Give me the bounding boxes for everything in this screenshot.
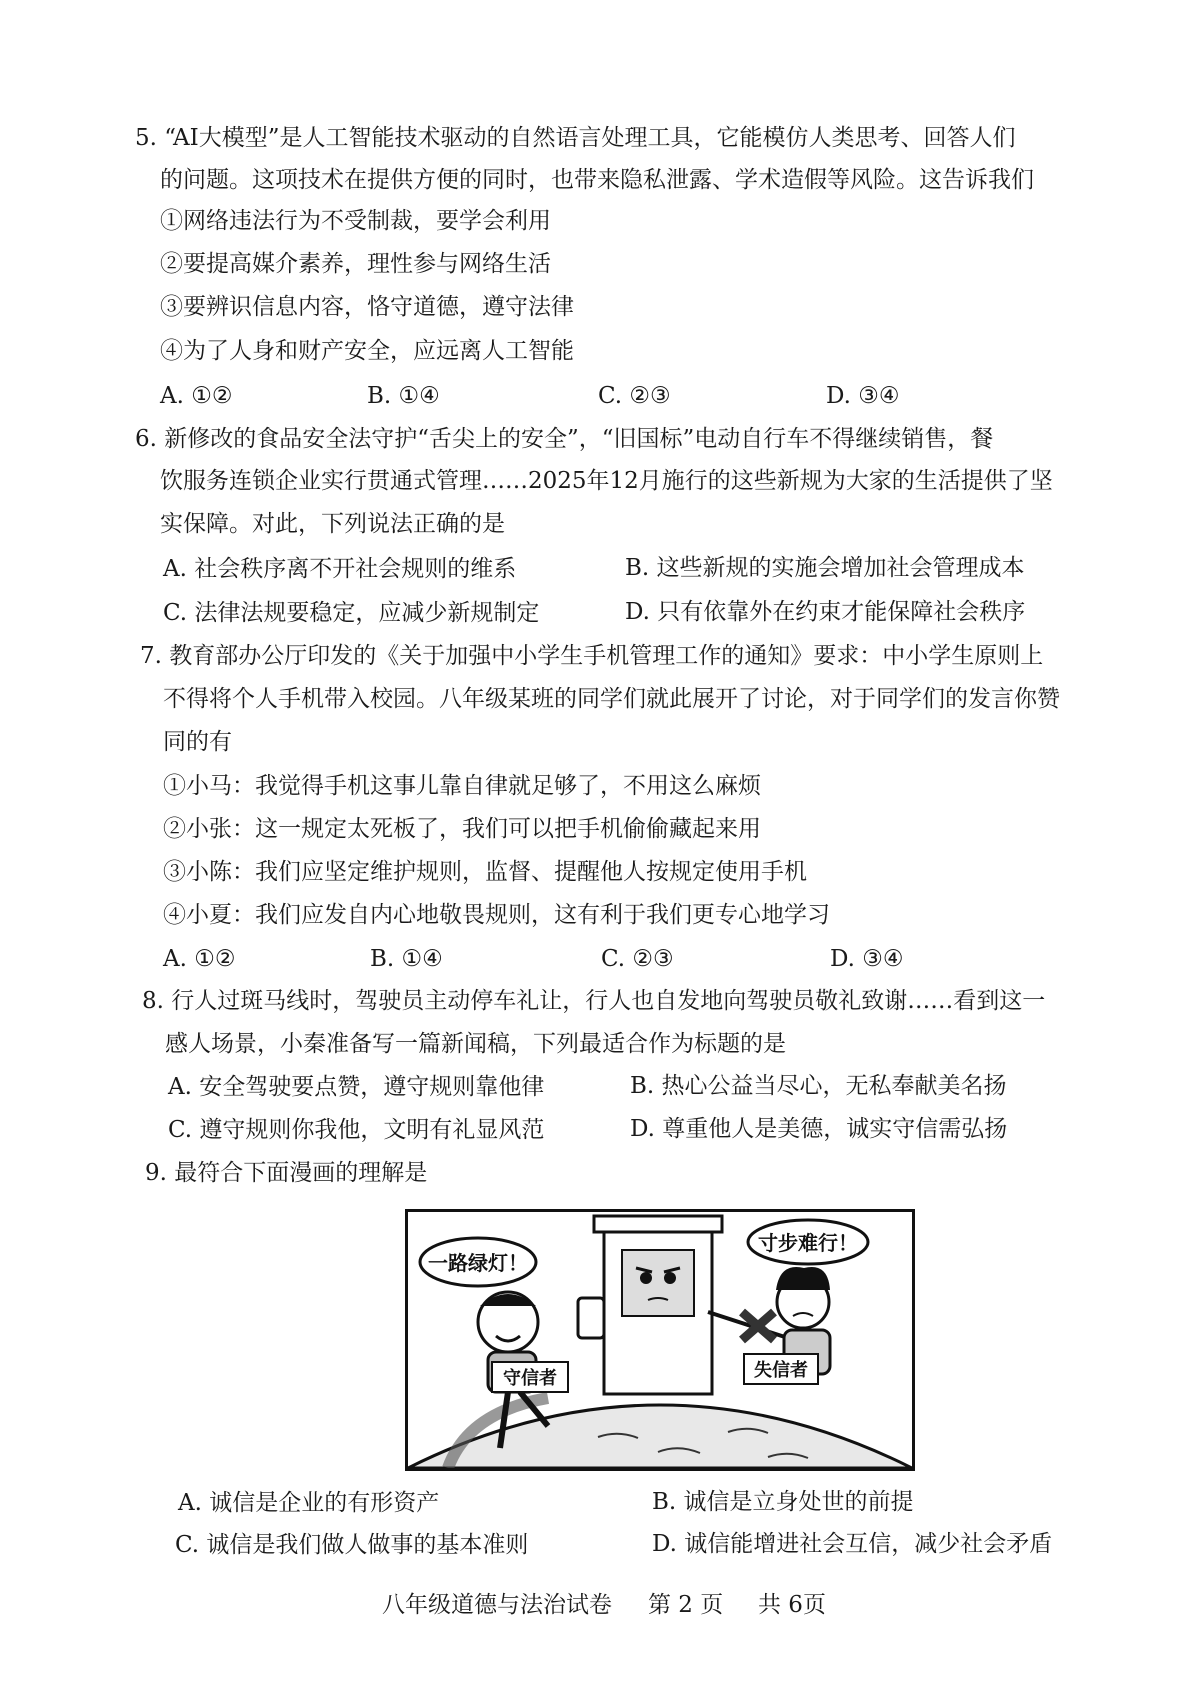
q5-option-a: A. ①②: [160, 383, 233, 409]
q7-item-3: ③小陈：我们应坚定维护规则，监督、提醒他人按规定使用手机: [163, 859, 807, 885]
q8-option-d: D. 尊重他人是美德，诚实守信需弘扬: [630, 1116, 1008, 1142]
q6-option-b: B. 这些新规的实施会增加社会管理成本: [625, 555, 1025, 581]
q7-option-a: A. ①②: [163, 946, 236, 972]
q5-stem-line-2: 的问题。这项技术在提供方便的同时，也带来隐私泄露、学术造假等风险。这告诉我们: [160, 167, 1034, 193]
globe-shape: [408, 1405, 912, 1468]
q6-option-a: A. 社会秩序离不开社会规则的维系: [163, 556, 517, 582]
gate-eye-right: [664, 1272, 676, 1284]
bubble-left-text: 一路绿灯！: [428, 1251, 528, 1275]
footer-page-number: 第 2 页: [648, 1592, 724, 1618]
gate-eye-left: [640, 1272, 652, 1284]
q7-option-d: D. ③④: [830, 946, 904, 972]
cartoon-illustration: [408, 1212, 912, 1468]
sign-left-text: 守信者: [503, 1368, 557, 1389]
gate-window: [622, 1250, 694, 1316]
runner-left-hair: [480, 1294, 536, 1306]
q7-stem-line-1: 7. 教育部办公厅印发的《关于加强中小学生手机管理工作的通知》要求：中小学生原则上: [140, 643, 1044, 669]
q7-item-2: ②小张：这一规定太死板了，我们可以把手机偷偷藏起来用: [163, 816, 761, 842]
q7-option-b: B. ①④: [370, 946, 443, 972]
q5-option-b: B. ①④: [367, 383, 440, 409]
q7-stem-line-2: 不得将个人手机带入校园。八年级某班的同学们就此展开了讨论，对于同学们的发言你赞: [163, 686, 1060, 712]
bubble-right-text: 寸步难行！: [758, 1231, 858, 1255]
q6-option-d: D. 只有依靠外在约束才能保障社会秩序: [625, 599, 1026, 625]
q9-option-b: B. 诚信是立身处世的前提: [652, 1489, 914, 1515]
q5-option-c: C. ②③: [598, 383, 671, 409]
q6-stem-line-2: 饮服务连锁企业实行贯通式管理……2025年12月施行的这些新规为大家的生活提供了坚: [160, 468, 1053, 494]
q7-stem-line-3: 同的有: [163, 729, 232, 755]
q5-stem-line-1: 5. “AI大模型”是人工智能技术驱动的自然语言处理工具，它能模仿人类思考、回答人们: [135, 125, 1016, 151]
q8-stem-line-2: 感人场景，小秦准备写一篇新闻稿，下列最适合作为标题的是: [165, 1031, 786, 1057]
q5-item-2: ②要提高媒介素养，理性参与网络生活: [160, 251, 551, 277]
q5-item-3: ③要辨识信息内容，恪守道德，遵守法律: [160, 294, 574, 320]
q8-stem-line-1: 8. 行人过斑马线时，驾驶员主动停车礼让，行人也自发地向驾驶员敬礼致谢……看到这一: [142, 988, 1046, 1014]
q9-option-d: D. 诚信能增进社会互信，减少社会矛盾: [652, 1531, 1053, 1557]
q8-option-a: A. 安全驾驶要点赞，遵守规则靠他律: [168, 1074, 545, 1100]
q9-option-c: C. 诚信是我们做人做事的基本准则: [175, 1532, 529, 1558]
q7-item-1: ①小马：我觉得手机这事儿靠自律就足够了，不用这么麻烦: [163, 773, 761, 799]
q5-item-4: ④为了人身和财产安全，应远离人工智能: [160, 338, 574, 364]
q6-option-c: C. 法律法规要稳定，应减少新规制定: [163, 600, 540, 626]
q8-option-b: B. 热心公益当尽心，无私奉献美名扬: [630, 1073, 1007, 1099]
q7-option-c: C. ②③: [601, 946, 674, 972]
q6-stem-line-1: 6. 新修改的食品安全法守护“舌尖上的安全”，“旧国标”电动自行车不得继续销售，餐: [135, 426, 994, 452]
q5-option-d: D. ③④: [826, 383, 900, 409]
q8-option-c: C. 遵守规则你我他，文明有礼显风范: [168, 1117, 545, 1143]
sign-right-text: 失信者: [754, 1360, 808, 1381]
q6-stem-line-3: 实保障。对此，下列说法正确的是: [160, 511, 505, 537]
gate-arm-left: [578, 1298, 604, 1338]
runner-right-hair: [776, 1267, 830, 1290]
footer-title: 八年级道德与法治试卷: [382, 1592, 612, 1618]
q9-option-a: A. 诚信是企业的有形资产: [178, 1490, 440, 1516]
q7-item-4: ④小夏：我们应发自内心地敬畏规则，这有利于我们更专心地学习: [163, 902, 830, 928]
q9-cartoon: [405, 1209, 915, 1471]
q9-stem: 9. 最符合下面漫画的理解是: [145, 1160, 428, 1186]
gate-roof: [594, 1216, 722, 1232]
footer-total-pages: 共 6页: [758, 1592, 826, 1618]
q5-item-1: ①网络违法行为不受制裁，要学会利用: [160, 208, 551, 234]
